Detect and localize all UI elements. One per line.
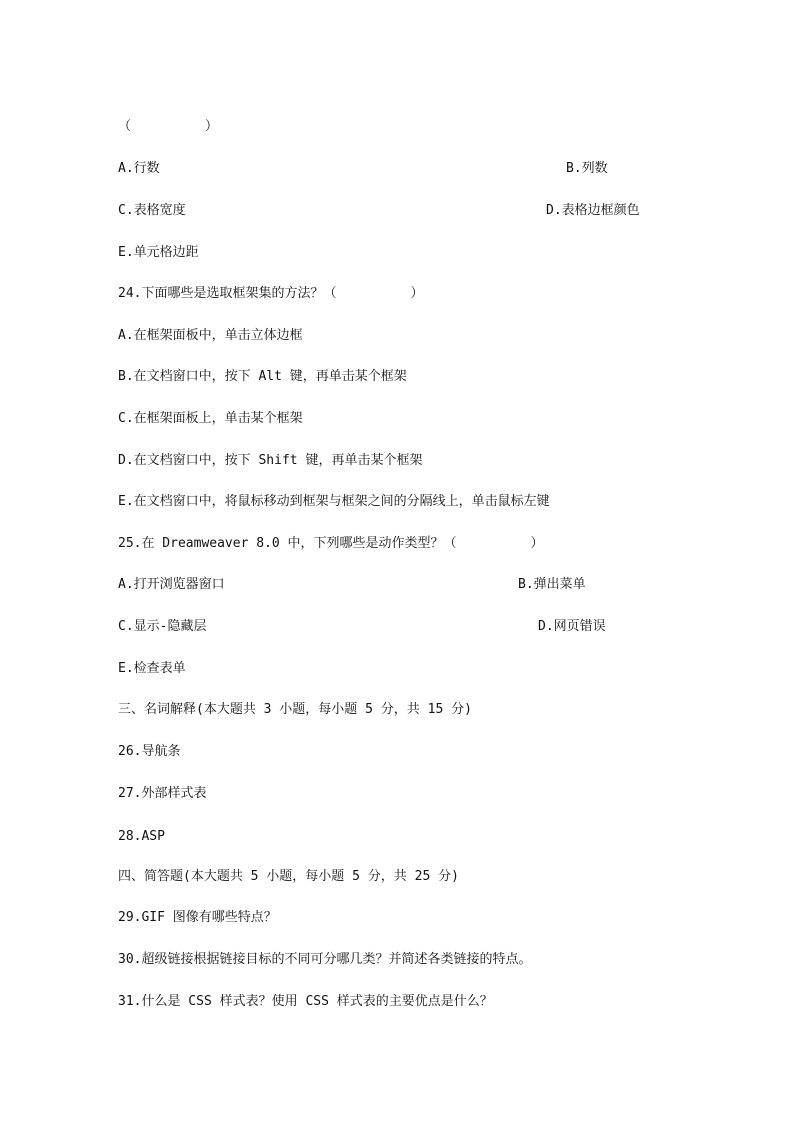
q24-stem: 24.下面哪些是选取框架集的方法？（ ）	[118, 286, 424, 301]
q25-option-d: D.网页错误	[538, 619, 606, 634]
q23-option-b: B.列数	[566, 161, 608, 176]
q25-option-b: B.弹出菜单	[518, 577, 586, 592]
answer-blank-q23: （ ）	[118, 119, 219, 134]
q27: 27.外部样式表	[118, 786, 207, 801]
q24-option-a: A.在框架面板中，单击立体边框	[118, 328, 303, 343]
q25-option-c: C.显示-隐藏层	[118, 619, 207, 634]
q24-option-d: D.在文档窗口中，按下 Shift 键，再单击某个框架	[118, 453, 423, 468]
q23-option-e: E.单元格边距	[118, 245, 199, 260]
q24-option-e: E.在文档窗口中，将鼠标移动到框架与框架之间的分隔线上，单击鼠标左键	[118, 494, 550, 509]
q30: 30.超级链接根据链接目标的不同可分哪几类？并简述各类链接的特点。	[118, 952, 532, 967]
q31: 31.什么是 CSS 样式表？使用 CSS 样式表的主要优点是什么？	[118, 994, 493, 1009]
q25-stem: 25.在 Dreamweaver 8.0 中，下列哪些是动作类型？（ ）	[118, 536, 544, 551]
q24-option-b: B.在文档窗口中，按下 Alt 键，再单击某个框架	[118, 369, 407, 384]
section-3-heading: 三、名词解释(本大题共 3 小题，每小题 5 分，共 15 分)	[118, 702, 472, 717]
q24-option-c: C.在框架面板上，单击某个框架	[118, 411, 303, 426]
q23-option-d: D.表格边框颜色	[546, 203, 640, 218]
q26: 26.导航条	[118, 744, 181, 759]
section-4-heading: 四、简答题(本大题共 5 小题，每小题 5 分，共 25 分)	[118, 869, 459, 884]
q28: 28.ASP	[118, 829, 165, 844]
q25-option-e: E.检查表单	[118, 661, 186, 676]
q29: 29.GIF 图像有哪些特点？	[118, 910, 277, 925]
q23-option-a: A.行数	[118, 161, 160, 176]
q23-option-c: C.表格宽度	[118, 203, 186, 218]
q25-option-a: A.打开浏览器窗口	[118, 577, 225, 592]
